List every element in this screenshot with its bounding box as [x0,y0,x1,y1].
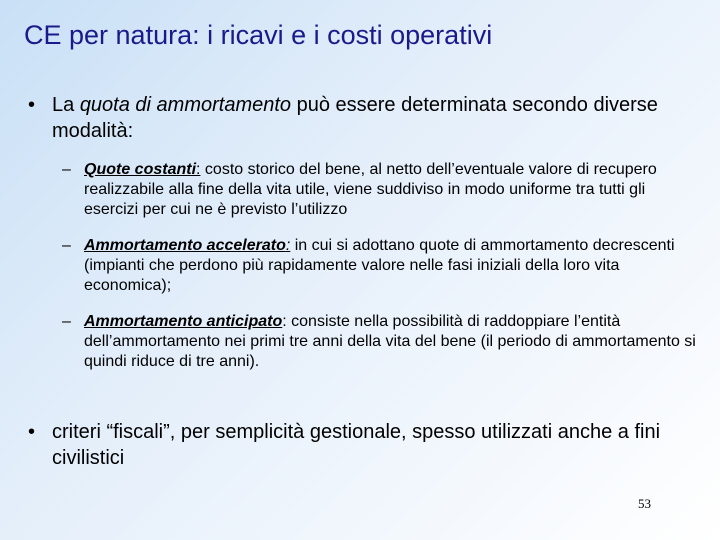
subitem-sep: : [282,313,287,330]
page-number: 53 [638,496,651,511]
bullet-marker: • [28,421,36,443]
bullet-text: criteri “fiscali”, per semplicità gestionale, spesso utilizzati anche a fini civilistici [52,421,661,469]
bullet-pre: La [52,94,80,116]
subitem-text: in cui si adottano quote di ammortamento decrescenti (impianti che perdono più rapidamente valore nelle fasi iniziali della loro vita economica); [84,237,675,294]
subitem-text: consiste nella possibilità di raddoppiare l’entità dell’ammortamento nei primi tre anni della vita del bene (il periodo di ammortamento si quindi riduce di tre anni). [84,313,696,370]
bullet-text [52,92,698,144]
subitem-term: Quote costanti [84,161,197,178]
dash-marker: – [62,161,71,178]
bullet-post: può essere determinata secondo diverse modalità: [52,94,658,142]
bullet-criteri-fiscali [28,419,698,471]
dash-marker: – [62,237,71,254]
subitem-term: Ammortamento anticipato [84,313,283,330]
subitem-sep: : [285,237,291,254]
subitem-ammortamento-accelerato [62,236,702,296]
subitem-quote-costanti [62,160,702,220]
subitem-text: costo storico del bene, al netto dell’eventuale valore di recupero realizzabile alla fine della vita utile, viene suddiviso in modo uniforme tra tutti gli esercizi per cui ne è previsto l’utilizzo [84,161,657,218]
slide-title: CE per natura: i ricavi e i costi operativi [24,20,493,50]
subitem-term: Ammortamento accelerato [84,237,286,254]
bullet-ammortamento [28,92,698,144]
subitem-sep: : [196,161,201,178]
bullet-marker: • [28,94,36,116]
bullet-italic: quota di ammortamento [79,94,292,116]
dash-marker: – [62,313,71,330]
subitem-ammortamento-anticipato [62,312,702,372]
